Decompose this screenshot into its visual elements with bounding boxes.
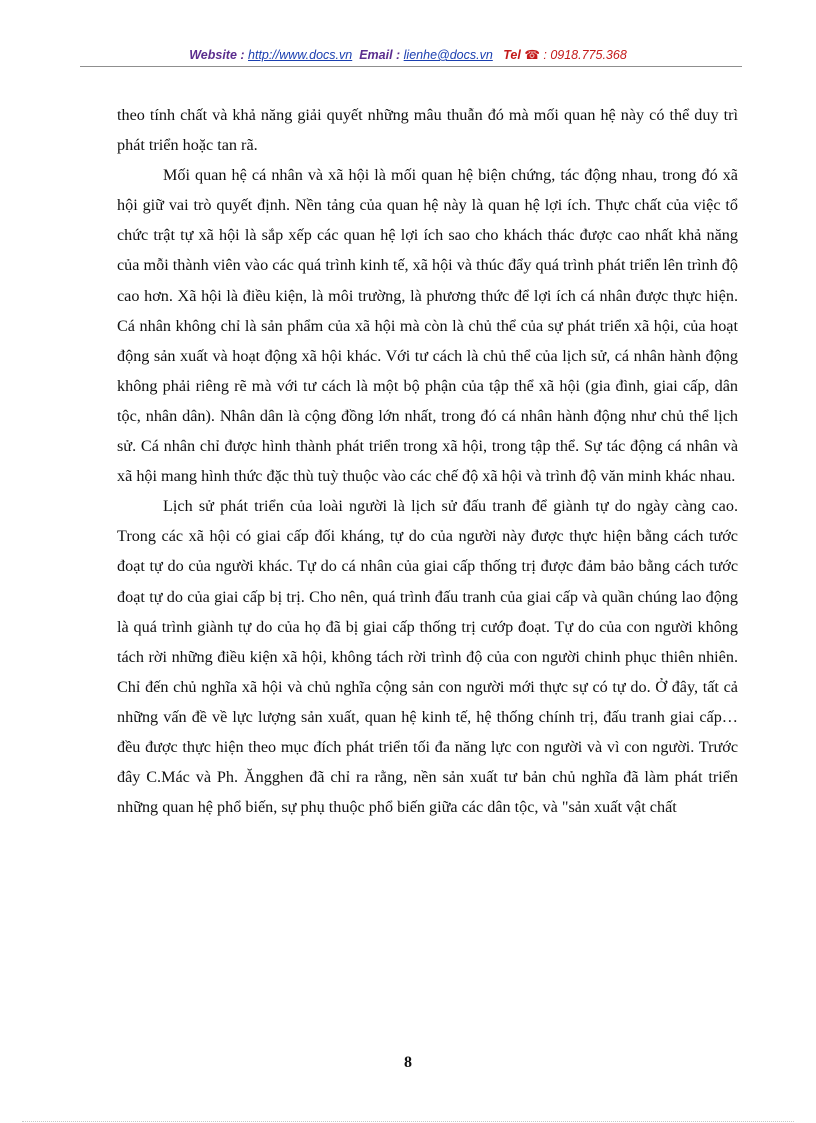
email-link[interactable]: lienhe@docs.vn xyxy=(403,48,493,62)
phone-icon: ☎ xyxy=(524,48,540,62)
header-divider xyxy=(80,66,742,67)
paragraph-individual-society: Mối quan hệ cá nhân và xã hội là mối quan hệ biện chứng, tác động nhau, trong đó xã hội giữ vai trò quyết định. Nền tảng của quan hệ này là quan hệ lợi ích. Thực chất của việc tổ chức trật tự xã hội là sắp xếp các quan hệ lợi ích sao cho khách thác được cao nhất khả năng của mỗi thành viên vào các quá trình kinh tế, xã hội và thúc đẩy quá trình phát triển lên trình độ cao hơn. Xã hội là điều kiện, là môi trường, là phương thức để lợi ích cá nhân được thực hiện. Cá nhân không chỉ là sản phẩm của xã hội mà còn là chủ thể của sự phát triển xã hội, của hoạt động sản xuất và hoạt động xã hội khác. Với tư cách là chủ thể của lịch sử, cá nhân hành động không phải riêng rẽ mà với tư cách là một bộ phận của tập thể xã hội (gia đình, giai cấp, dân tộc, nhân dân). Nhân dân là cộng đồng lớn nhất, trong đó cá nhân hành động như chủ thể lịch sử. Cá nhân chỉ được hình thành phát triển trong xã hội, trong tập thể. Sự tác động cá nhân và xã hội mang hình thức đặc thù tuỳ thuộc vào các chế độ xã hội và trình độ văn minh khác nhau. xyxy=(117,166,738,486)
page-number: 8 xyxy=(404,1054,412,1071)
website-separator: : xyxy=(236,48,249,62)
footer-divider xyxy=(22,1121,794,1122)
phone-separator: : xyxy=(539,48,551,62)
paragraph-continuation: theo tính chất và khả năng giải quyết những mâu thuẫn đó mà mối quan hệ này có thể duy trì phát triển hoặc tan rã. xyxy=(117,106,738,155)
phone-number: 0918.775.368 xyxy=(550,48,627,62)
email-label: Email xyxy=(359,48,393,62)
website-link[interactable]: http://www.docs.vn xyxy=(248,48,353,62)
email-separator: : xyxy=(392,48,404,62)
document-body xyxy=(117,100,738,822)
website-label: Website xyxy=(189,48,237,62)
paragraph-history-freedom: Lịch sử phát triển của loài người là lịch sử đấu tranh để giành tự do ngày càng cao. Trong các xã hội có giai cấp đối kháng, tự do của người này được thực hiện bằng cách tước đoạt tự do của người khác. Tự do cá nhân của giai cấp thống trị được đảm bảo bằng cách tước đoạt tự do của giai cấp bị trị. Cho nên, quá trình đấu tranh của giai cấp và quần chúng lao động là quá trình giành tự do của họ đã bị giai cấp thống trị cướp đoạt. Tự do của con người không tách rời những điều kiện xã hội, không tách rời trình độ của con người chinh phục thiên nhiên. Chỉ đến chủ nghĩa xã hội và chủ nghĩa cộng sản con người mới thực sự có tự do. Ở đây, tất cả những vấn đề về lực lượng sản xuất, quan hệ kinh tế, hệ thống chính trị, đấu tranh giai cấp… đều được thực hiện theo mục đích phát triển tối đa năng lực con người và vì con người. Trước đây C.Mác và Ph. Ăngghen đã chỉ ra rằng, nền sản xuất tư bản chủ nghĩa đã làm phát triển những quan hệ phổ biến, sự phụ thuộc phổ biến giữa các dân tộc, và "sản xuất vật chất xyxy=(117,497,738,817)
page-header xyxy=(0,47,816,62)
tel-label: Tel xyxy=(503,48,521,62)
